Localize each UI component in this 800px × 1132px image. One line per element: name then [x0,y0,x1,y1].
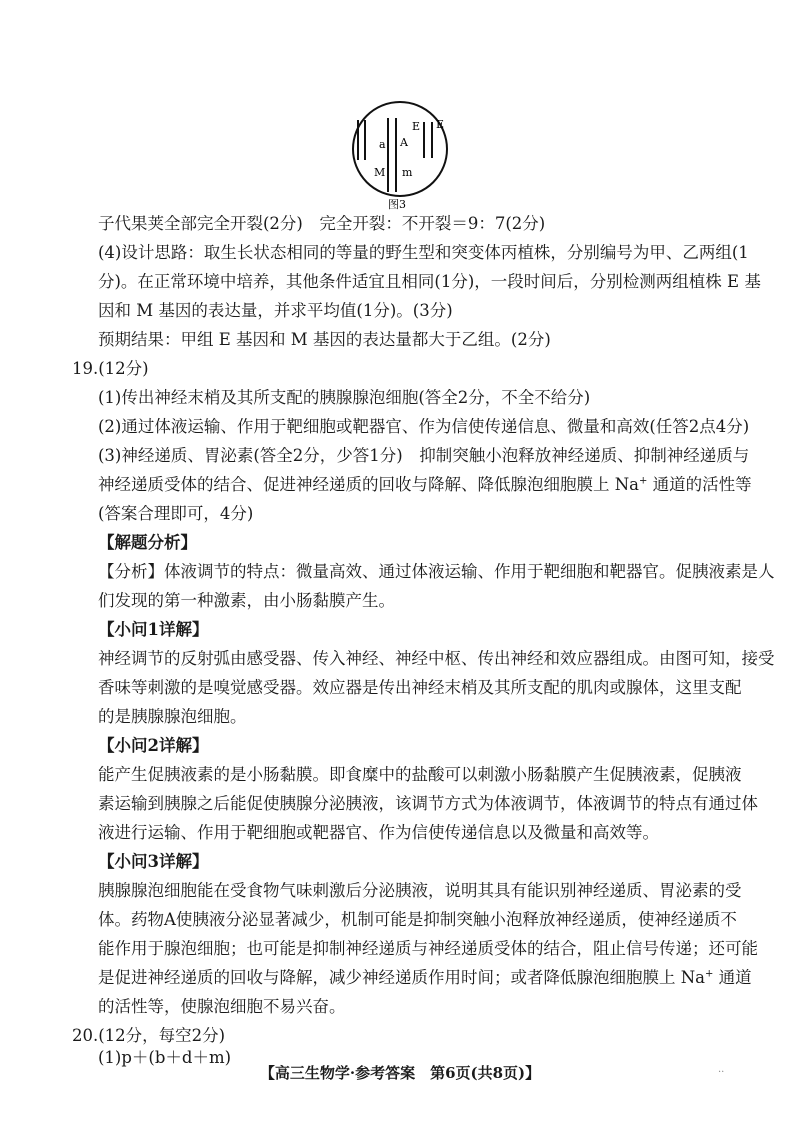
answer-line: 胰腺腺泡细胞能在受食物气味刺激后分泌胰液，说明其具有能识别神经递质、胃泌素的受 [98,881,742,900]
answer-line: 香味等刺激的是嗅觉感受器。效应器是传出神经末梢及其所支配的肌肉或腺体，这里支配 [98,678,742,697]
answer-line: 体。药物A使胰液分泌显著减少，机制可能是抑制突触小泡释放神经递质，使神经递质不 [98,910,737,929]
footer-mark: .. [718,1064,725,1075]
answer-text: 通道的活性等 [647,475,752,494]
answer-line: 因和 M 基因的表达量，并求平均值(1分)。(3分) [98,301,453,320]
gene-label-A: A [400,136,408,149]
page-footer: 【高三生物学·参考答案 第6页(共8页)】 [259,1064,541,1082]
answer-line: 能产生促胰液素的是小肠黏膜。即食糜中的盐酸可以刺激小肠黏膜产生促胰液素，促胰液 [98,765,742,784]
answer-text: 是促进神经递质的回收与降解，减少神经递质作用时间；或者降低腺泡细胞膜上 Na [98,968,706,987]
answer-line: 子代果荚全部完全开裂(2分) 完全开裂：不开裂＝9：7(2分) [98,214,546,233]
answer-text: 通道 [713,968,752,987]
answer-line: (4)设计思路：取生长状态相同的等量的野生型和突变体丙植株，分别编号为甲、乙两组(1 [98,243,749,262]
gene-label-E-left: E [412,120,421,133]
gene-label-E-right: E [436,118,445,131]
section-heading: 【小问3详解】 [98,852,209,871]
question-number: 19.(12分) [72,359,149,378]
answer-line: 们发现的第一种激素，由小肠黏膜产生。 [98,591,395,610]
answer-line: 的活性等，使腺泡细胞不易兴奋。 [98,997,346,1016]
question-number: 20.(12分，每空2分) [72,1026,226,1045]
section-heading: 【小问1详解】 [98,620,209,639]
answer-line: (3)神经递质、胃泌素(答全2分，少答1分) 抑制突触小泡释放神经递质、抑制神经递质与 [98,446,750,465]
figure-caption: 图3 [388,198,406,211]
answer-line: 能作用于腺泡细胞；也可能是抑制神经递质与神经递质受体的结合，阻止信号传递；还可能 [98,939,758,958]
answer-line: (1)p＋(b＋d＋m) [98,1048,232,1067]
answer-line [98,968,752,988]
section-heading: 【解题分析】 [98,533,197,552]
answer-line: 【分析】体液调节的特点：微量高效、通过体液运输、作用于靶细胞和靶器官。促胰液素是人 [98,562,775,581]
answer-line: (2)通过体液运输、作用于靶细胞或靶器官、作为信使传递信息、微量和高效(任答2点4分) [98,417,750,436]
gene-label-a: a [379,138,386,151]
answer-text: 神经递质受体的结合、促进神经递质的回收与降解、降低腺泡细胞膜上 Na [98,475,640,494]
answer-line: (答案合理即可，4分) [98,504,254,523]
answer-line: 素运输到胰腺之后能促使胰腺分泌胰液，该调节方式为体液调节，体液调节的特点有通过体 [98,794,758,813]
answer-line: 分)。在正常环境中培养，其他条件适宜且相同(1分)，一段时间后，分别检测两组植株 E 基 [98,272,761,291]
gene-label-M: M [374,166,386,179]
answer-line: 神经调节的反射弧由感受器、传入神经、神经中枢、传出神经和效应器组成。由图可知，接受 [98,649,775,668]
gene-label-m: m [402,166,413,179]
answer-line [98,475,752,495]
chromosome-figure [340,100,460,212]
ion-charge: + [639,475,648,487]
answer-line: 的是胰腺腺泡细胞。 [98,707,247,726]
ion-charge: + [705,968,714,980]
section-heading: 【小问2详解】 [98,736,209,755]
answer-line: 液进行运输、作用于靶细胞或靶器官、作为信使传递信息以及微量和高效等。 [98,823,659,842]
answer-line: (1)传出神经末梢及其所支配的胰腺腺泡细胞(答全2分，不全不给分) [98,388,591,407]
answer-line: 预期结果：甲组 E 基因和 M 基因的表达量都大于乙组。(2分) [98,330,551,349]
